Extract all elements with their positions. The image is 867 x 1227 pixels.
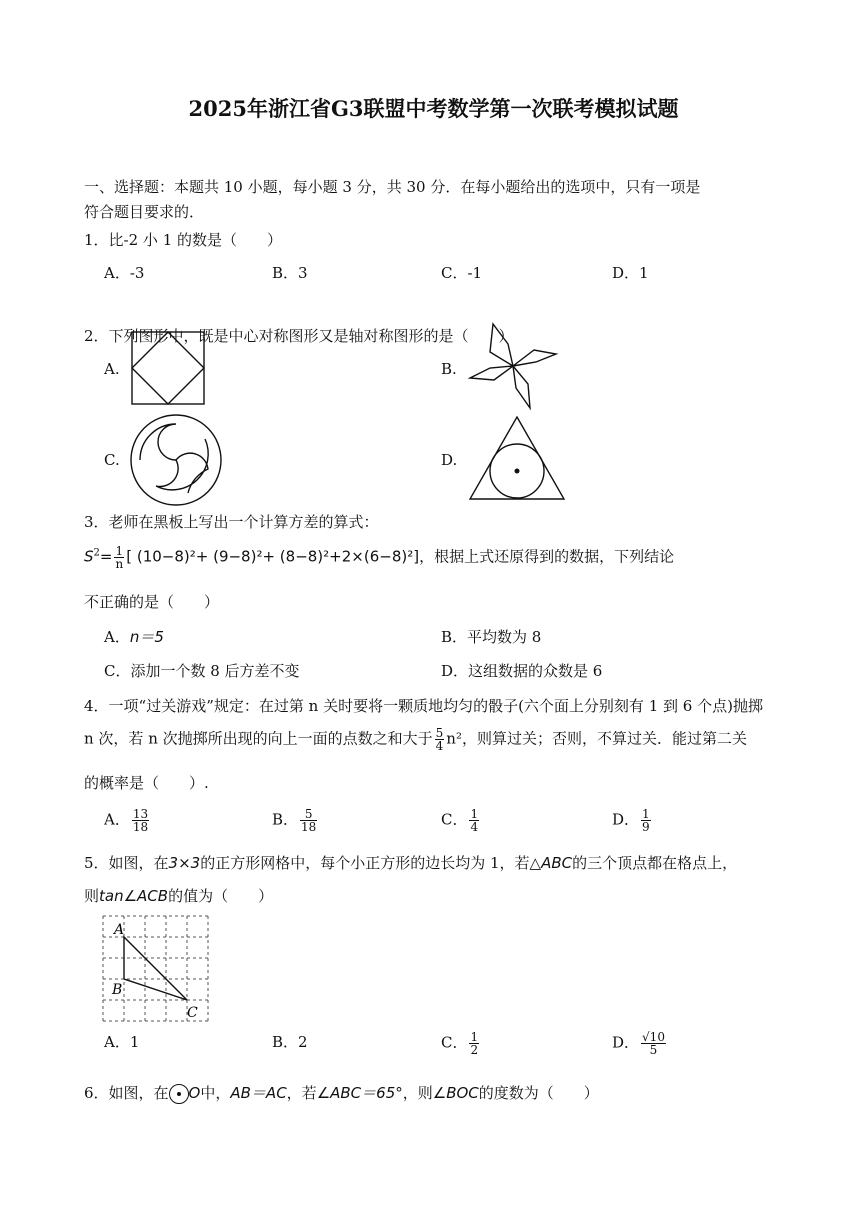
q6-mid3: ，则 bbox=[402, 1084, 433, 1102]
q3-option-c: C．添加一个数 8 后方差不变 bbox=[104, 662, 300, 680]
q3-option-d: D．这组数据的众数是 6 bbox=[441, 662, 603, 680]
q5-line2-pre: 则 bbox=[84, 887, 100, 905]
q4-line2-pre: n 次，若 n 次抛掷所出现的向上一面的点数之和大于 bbox=[84, 729, 433, 748]
q5-line1-pre: 5．如图，在 bbox=[84, 854, 169, 872]
q1-option-b: B．3 bbox=[272, 264, 308, 282]
q2-stem: 2．下列图形中，既是中心对称图形又是轴对称图形的是（ ） bbox=[84, 327, 514, 345]
option-fraction bbox=[469, 808, 479, 833]
frac-denominator: 5 bbox=[649, 1043, 658, 1057]
frac-numerator: 1 bbox=[470, 807, 479, 821]
circle-o-center-dot bbox=[177, 1092, 181, 1096]
q6-stem bbox=[84, 1082, 599, 1104]
q4-line3: 的概率是（ ）. bbox=[84, 774, 209, 792]
option-fraction bbox=[132, 808, 149, 833]
q1-stem: 1．比-2 小 1 的数是（ ） bbox=[84, 231, 283, 249]
frac-numerator: 13 bbox=[132, 807, 149, 821]
circle-o-letter: O bbox=[188, 1084, 201, 1102]
q2-label-b: B. bbox=[441, 360, 457, 378]
variance-exponent: 2 bbox=[93, 547, 100, 559]
q4-fraction bbox=[435, 727, 445, 752]
q5-line2 bbox=[84, 885, 273, 906]
frac-denominator: 4 bbox=[435, 739, 444, 753]
q6-pre: 6．如图，在 bbox=[84, 1084, 169, 1102]
q6-mid1: 中， bbox=[200, 1084, 231, 1102]
q2-label-d: D. bbox=[441, 451, 458, 469]
frac-denominator: n bbox=[115, 557, 124, 571]
frac-denominator: 18 bbox=[301, 820, 317, 834]
q5-option-b bbox=[272, 1031, 308, 1052]
option-fraction bbox=[641, 808, 651, 833]
q4-line1: 4．一项“过关游戏”规定：在过第 n 关时要将一颗质地均匀的骰子(六个面上分别刻有 1 到 6 个点)抛掷 bbox=[84, 697, 763, 715]
square-diamond-figure bbox=[131, 331, 205, 405]
frac-numerator: 1 bbox=[115, 544, 124, 558]
option-fraction bbox=[300, 808, 317, 833]
variance-equals: = bbox=[99, 547, 113, 566]
q3-after-formula: ，根据上式还原得到的数据，下列结论 bbox=[419, 547, 675, 566]
q3-stem: 3．老师在黑板上写出一个计算方差的算式： bbox=[84, 513, 379, 531]
variance-fraction bbox=[114, 545, 124, 570]
option-label: D． bbox=[612, 810, 640, 829]
q6-math3: ∠BOC bbox=[432, 1084, 479, 1102]
frac-numerator: 5 bbox=[300, 808, 317, 821]
q1-option-c: C．-1 bbox=[441, 264, 483, 282]
q5-tan: tan∠ACB bbox=[99, 887, 169, 905]
q6-math1: AB＝AC bbox=[230, 1084, 287, 1102]
q5-triangle: △ABC bbox=[529, 854, 573, 872]
circle-o-symbol bbox=[169, 1084, 189, 1104]
variance-symbol: S bbox=[84, 547, 94, 566]
q5-option-a bbox=[104, 1031, 139, 1052]
q4-line2-post: n²，则算过关；否则，不算过关．能过第二关 bbox=[446, 729, 747, 748]
frac-denominator: 9 bbox=[642, 820, 650, 834]
option-fraction bbox=[469, 1031, 479, 1056]
frac-denominator: 18 bbox=[132, 820, 149, 834]
pinwheel-figure bbox=[468, 322, 558, 410]
q5-line1 bbox=[84, 852, 737, 873]
q3-option-a bbox=[104, 626, 164, 647]
option-label: A． bbox=[104, 810, 130, 829]
q4-option-c bbox=[441, 808, 481, 833]
q1-option-d: D．1 bbox=[612, 264, 649, 282]
option-label: A． bbox=[104, 1033, 130, 1051]
yin-yang-swirl-figure bbox=[129, 413, 223, 507]
variance-formula: [ (10−8)²+ (9−8)²+ (8−8)²+2×(6−8)²] bbox=[126, 547, 420, 566]
option-value: 1 bbox=[129, 1033, 140, 1051]
q5-line1-post: 的三个顶点都在格点上， bbox=[572, 854, 738, 872]
q2-label-c: C. bbox=[104, 451, 120, 469]
q5-option-c bbox=[441, 1031, 481, 1056]
vertex-b-label: B bbox=[112, 982, 123, 998]
section-heading: 一、选择题：本题共 10 小题，每小题 3 分，共 30 分．在每小题给出的选项中，只有一项是 bbox=[84, 178, 701, 196]
frac-numerator: 5 bbox=[435, 726, 444, 740]
vertex-c-label: C bbox=[187, 1005, 198, 1021]
section-heading-cont: 符合题目要求的． bbox=[84, 203, 205, 221]
q6-math2: ∠ABC＝65° bbox=[316, 1084, 403, 1102]
frac-numerator: 1 bbox=[470, 1030, 479, 1044]
option-label: B． bbox=[272, 1033, 299, 1051]
q5-option-d bbox=[612, 1031, 668, 1056]
triangle-incircle-figure bbox=[468, 415, 566, 501]
q4-option-a bbox=[104, 808, 151, 833]
frac-denominator: 4 bbox=[470, 820, 479, 834]
q2-label-a: A. bbox=[104, 360, 120, 378]
q4-option-b bbox=[272, 808, 319, 833]
q3-line3: 不正确的是（ ） bbox=[84, 593, 220, 611]
q5-line1-mid: 的正方形网格中，每个小正方形的边长均为 1，若 bbox=[200, 854, 530, 872]
option-fraction bbox=[641, 1031, 666, 1056]
grid-triangle-figure bbox=[100, 914, 216, 1026]
frac-denominator: 2 bbox=[470, 1043, 479, 1057]
q3-option-a-math: n＝5 bbox=[129, 628, 164, 646]
option-value: 2 bbox=[298, 1033, 308, 1051]
q4-line2 bbox=[84, 727, 747, 752]
option-label: C． bbox=[441, 810, 468, 829]
q3-formula-line bbox=[84, 545, 674, 570]
frac-numerator: √10 bbox=[642, 1030, 665, 1044]
option-label: D． bbox=[612, 1033, 640, 1052]
q6-post: 的度数为（ ） bbox=[478, 1084, 599, 1102]
frac-numerator: 1 bbox=[642, 807, 650, 821]
option-label: C． bbox=[441, 1033, 468, 1052]
q5-line2-post: 的值为（ ） bbox=[168, 887, 274, 905]
q5-grid-size: 3×3 bbox=[168, 854, 201, 872]
q3-option-b: B．平均数为 8 bbox=[441, 628, 542, 646]
q4-option-d bbox=[612, 808, 653, 833]
option-label: B． bbox=[272, 810, 299, 829]
page-title: 2025年浙江省G3联盟中考数学第一次联考模拟试题 bbox=[188, 96, 679, 121]
q1-option-a: A．-3 bbox=[104, 264, 145, 282]
vertex-a-label: A bbox=[114, 922, 125, 938]
q3-option-a-label: A． bbox=[104, 628, 130, 646]
q6-mid2: ，若 bbox=[286, 1084, 317, 1102]
